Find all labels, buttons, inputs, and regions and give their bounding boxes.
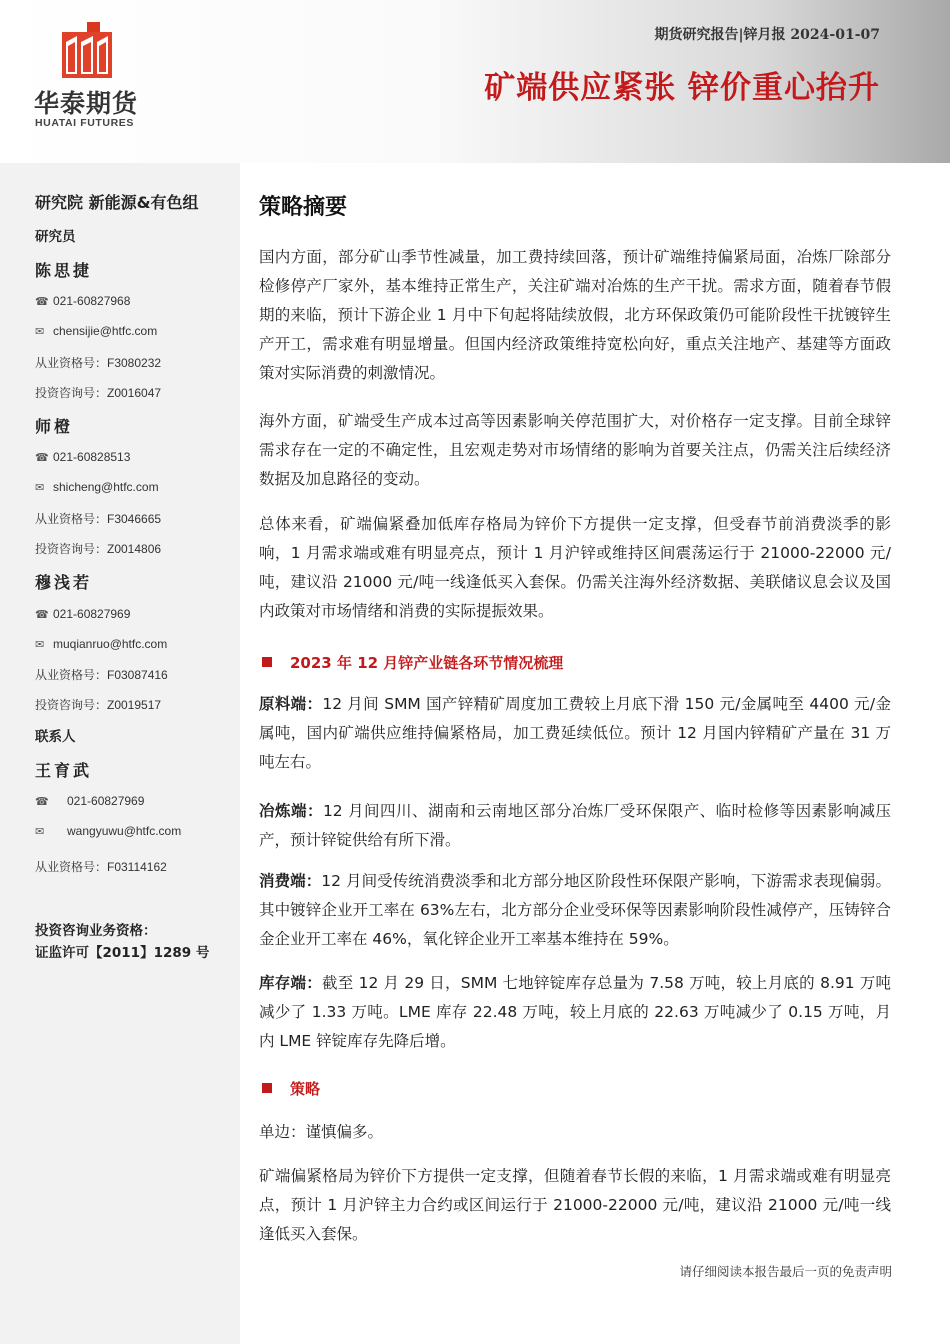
researcher-label: 研究员 <box>35 229 76 245</box>
summary-paragraph: 总体来看，矿端偏紧叠加低库存格局为锌价下方提供一定支撑，但受春节前消费淡季的影响，1 月需求端或难有明显亮点，预计 1 月沪锌或维持区间震荡运行于 21000-22000 元/吨，建议沿 21000 元/吨一线逢低买入套保。仍需关注海外经济数据、美联储议息会议及国内政策对市场情绪和消费的实际提振效果。 <box>259 515 891 620</box>
researcher-phone: ☎ 021-60827968 <box>35 294 131 308</box>
consumption-paragraph: 消费端：12 月间受传统消费淡季和北方部分地区阶段性环保限产影响，下游需求表现偏弱。其中镀锌企业开工率在 63%左右，北方部分企业受环保等因素影响阶段性减停产，压铸锌合金企业开工率在 46%，氧化锌企业开工率基本维持在 59%。 <box>259 872 891 948</box>
email-icon: ✉ <box>35 826 45 838</box>
researcher-name: 师橙 <box>35 417 74 436</box>
researcher-phone: ☎ 021-60827969 <box>35 607 131 621</box>
researcher-invest-number: 投资咨询号：Z0016047 <box>35 386 162 400</box>
sidebar <box>0 163 240 1344</box>
phone-icon: ☎ <box>35 796 49 808</box>
email-icon: ✉ <box>35 326 45 338</box>
report-meta: 期货研究报告|锌月报 2024-01-07 <box>654 27 880 43</box>
researcher-email[interactable]: ✉ shicheng@htfc.com <box>35 480 159 494</box>
researcher-phone: ☎ 021-60828513 <box>35 450 131 464</box>
single-side-view: 单边：谨慎偏多。 <box>259 1123 384 1141</box>
overseas-paragraph: 海外方面，矿端受生产成本过高等因素影响关停范围扩大，对价格存一定支撑。目前全球锌需求存在一定的不确定性，且宏观走势对市场情绪的影响为首要关注点，仍需关注后续经济数据及加息路径的变动。 <box>259 412 891 488</box>
huatai-logo-icon <box>62 22 112 78</box>
raw-material-paragraph: 原料端：12 月间 SMM 国产锌精矿周度加工费较上月底下滑 150 元/金属吨至 4400 元/金属吨，国内矿端供应维持偏紧格局，加工费延续低位。预计 12 月国内锌精矿产量在 31 万吨左右。 <box>259 695 891 771</box>
phone-icon: ☎ <box>35 296 49 308</box>
contact-email[interactable]: ✉ wangyuwu@htfc.com <box>35 824 182 838</box>
email-icon: ✉ <box>35 482 45 494</box>
email-icon: ✉ <box>35 639 45 651</box>
researcher-name: 穆浅若 <box>35 573 93 592</box>
report-header <box>0 0 950 163</box>
qualification-label: 投资咨询业务资格： <box>35 923 157 939</box>
inventory-paragraph: 库存端：截至 12 月 29 日，SMM 七地锌锭库存总量为 7.58 万吨，较上月底的 8.91 万吨减少了 1.33 万吨。LME 库存 22.48 万吨，较上月底的 22.63 万吨减少了 0.15 万吨，月内 LME 锌锭库存先降后增。 <box>259 974 891 1050</box>
disclaimer-note: 请仔细阅读本报告最后一页的免责声明 <box>679 1264 892 1279</box>
square-bullet-icon <box>262 657 272 667</box>
strategy-paragraph: 矿端偏紧格局为锌价下方提供一定支撑，但随着春节长假的来临，1 月需求端或难有明显亮点，预计 1 月沪锌主力合约或区间运行于 21000-22000 元/吨，建议沿 21000 元/吨一线逢低买入套保。 <box>259 1167 891 1243</box>
strategy-heading: 策略 <box>262 1078 320 1099</box>
researcher-email[interactable]: ✉ chensijie@htfc.com <box>35 324 158 338</box>
researcher-name: 陈思捷 <box>35 261 93 280</box>
domestic-paragraph: 国内方面，部分矿山季节性减量，加工费持续回落，预计矿端维持偏紧局面，冶炼厂除部分检修停产厂家外，基本维持正常生产，关注矿端对冶炼的生产干扰。需求方面，随着春节假期的来临，预计下游企业 1 月中下旬起将陆续放假，北方环保政策仍可能阶段性干扰镀锌生产开工，需求难有明显增量。但国内经济政策维持宽松向好，重点关注地产、基建等方面政策对实际消费的刺激情况。 <box>259 248 891 382</box>
logo-english-name: HUATAI FUTURES <box>35 117 135 129</box>
research-team: 研究院 新能源&有色组 <box>35 193 199 212</box>
logo-chinese-name: 华泰期货 <box>34 89 139 118</box>
subsection-heading: 2023 年 12 月锌产业链各环节情况梳理 <box>262 652 563 673</box>
contact-name: 王育武 <box>35 761 93 780</box>
section-title: 策略摘要 <box>259 195 348 220</box>
smelting-paragraph: 冶炼端：12 月间四川、湖南和云南地区部分冶炼厂受环保限产、临时检修等因素影响减压产，预计锌锭供给有所下滑。 <box>259 802 891 849</box>
license-number: 证监许可【2011】1289 号 <box>35 945 210 961</box>
researcher-email[interactable]: ✉ muqianruo@htfc.com <box>35 637 168 651</box>
researcher-qualification: 从业资格号：F3046665 <box>35 512 162 526</box>
researcher-invest-number: 投资咨询号：Z0014806 <box>35 542 162 556</box>
researcher-qualification: 从业资格号：F3080232 <box>35 356 162 370</box>
square-bullet-icon <box>262 1083 272 1093</box>
contact-label: 联系人 <box>35 729 76 745</box>
phone-icon: ☎ <box>35 609 49 621</box>
researcher-qualification: 从业资格号：F03087416 <box>35 668 168 682</box>
contact-qualification: 从业资格号：F03114162 <box>35 860 167 874</box>
report-title: 矿端供应紧张 锌价重心抬升 <box>484 70 880 106</box>
researcher-invest-number: 投资咨询号：Z0019517 <box>35 698 162 712</box>
contact-phone: ☎ 021-60827969 <box>35 794 145 808</box>
phone-icon: ☎ <box>35 452 49 464</box>
business-qualification <box>35 920 209 964</box>
